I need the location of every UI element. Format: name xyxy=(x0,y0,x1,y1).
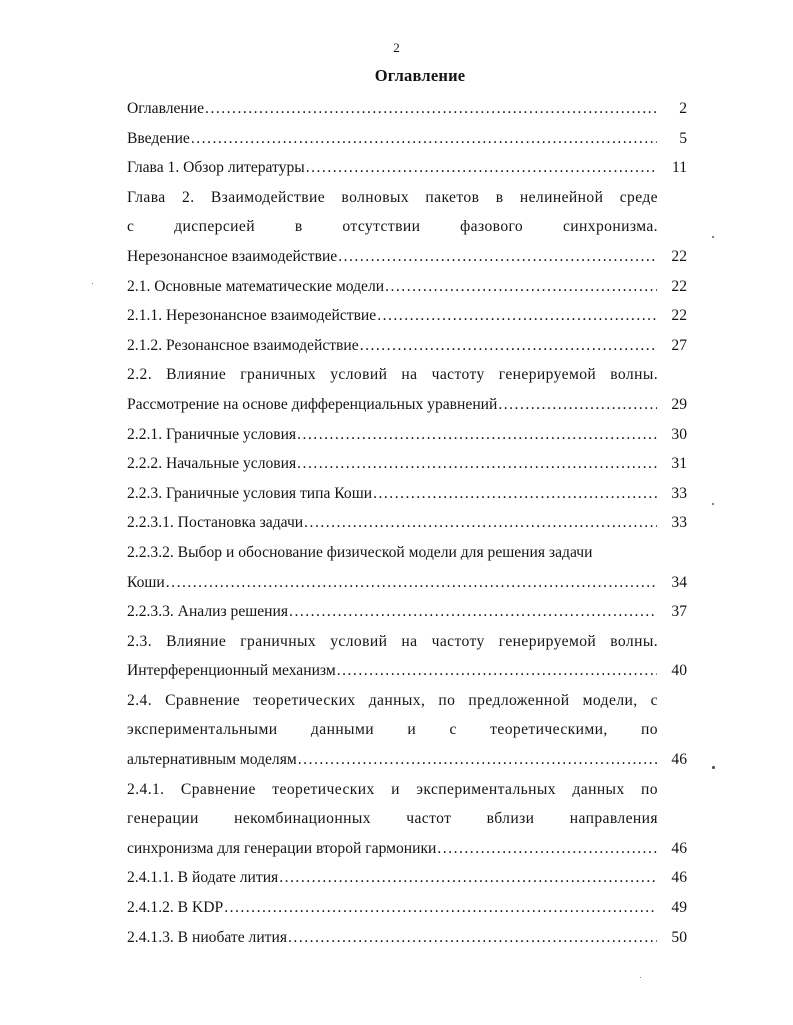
toc-entry[interactable]: Введение ..... 5 xyxy=(127,124,687,154)
toc-entry[interactable]: 2.2.1. Граничные условия ..... 30 xyxy=(127,420,687,450)
toc-entry-line: Глава 2. Взаимодействие волновых пакетов в нелинейной среде xyxy=(127,188,658,206)
toc-entry[interactable]: 2.1.1. Нерезонансное взаимодействие ..... 22 xyxy=(127,301,687,331)
toc-entry[interactable]: 2.2.2. Начальные условия ..... 31 xyxy=(127,449,687,479)
toc-entry[interactable] xyxy=(127,183,687,272)
toc-entry[interactable]: Глава 1. Обзор литературы ..... 11 xyxy=(127,153,687,183)
toc-entry[interactable]: 2.2.3.1. Постановка задачи ..... 33 xyxy=(127,508,687,538)
toc-entry[interactable]: Оглавление ..... 2 xyxy=(127,94,687,124)
scan-speck xyxy=(712,236,714,238)
toc-entry-line: с дисперсией в отсутствии фазового синхронизма. xyxy=(127,218,658,236)
toc-entry[interactable]: 2.4.1.3. В ниобате лития ..... 50 xyxy=(127,923,687,953)
toc-entry[interactable]: 2.4.1.2. В KDP ..... 49 xyxy=(127,893,687,923)
toc-entry[interactable] xyxy=(127,627,687,686)
toc-entry[interactable]: 2.4.1.1. В йодате лития ..... 46 xyxy=(127,863,687,893)
table-of-contents xyxy=(127,94,687,952)
toc-entry-line: Коши ..... 34 xyxy=(127,568,687,598)
scan-speck xyxy=(92,283,93,284)
toc-entry[interactable] xyxy=(127,686,687,775)
toc-entry[interactable] xyxy=(127,360,687,419)
toc-entry[interactable]: 2.2.3.3. Анализ решения ..... 37 xyxy=(127,597,687,627)
toc-entry-line: 2.4.1. Сравнение теоретических и экспериментальных данных по xyxy=(127,780,658,798)
toc-entry[interactable]: 2.1. Основные математические модели ..... 22 xyxy=(127,272,687,302)
scan-speck xyxy=(640,977,641,978)
toc-entry[interactable]: 2.1.2. Резонансное взаимодействие ..... 27 xyxy=(127,331,687,361)
toc-entry[interactable] xyxy=(127,775,687,864)
toc-entry[interactable]: 2.2.3. Граничные условия типа Коши ..... 33 xyxy=(127,479,687,509)
toc-entry-line: 2.3. Влияние граничных условий на частоту генерируемой волны. xyxy=(127,632,658,650)
toc-entry-line: альтернативным моделям ..... 46 xyxy=(127,745,687,775)
toc-entry-line: экспериментальными данными и с теоретическими, по xyxy=(127,721,658,739)
toc-entry-line: 2.4. Сравнение теоретических данных, по предложенной модели, с xyxy=(127,691,658,709)
toc-entry-line: 2.2.3.2. Выбор и обоснование физической модели для решения задачи xyxy=(127,543,593,561)
toc-entry-line: синхронизма для генерации второй гармоники ..... 46 xyxy=(127,834,687,864)
toc-entry-line: генерации некомбинационных частот вблизи направления xyxy=(127,810,658,828)
toc-entry-line: 2.2. Влияние граничных условий на частоту генерируемой волны. xyxy=(127,366,658,384)
toc-entry-line: Нерезонансное взаимодействие ..... 22 xyxy=(127,242,687,272)
scan-speck xyxy=(712,503,714,505)
toc-entry-line: Рассмотрение на основе дифференциальных уравнений ..... 29 xyxy=(127,390,687,420)
toc-entry-line: Интерференционный механизм ..... 40 xyxy=(127,656,687,686)
toc-entry[interactable] xyxy=(127,538,687,597)
page-number: 2 xyxy=(393,40,400,55)
scan-speck xyxy=(712,766,715,769)
page-title: Оглавление xyxy=(374,66,466,85)
